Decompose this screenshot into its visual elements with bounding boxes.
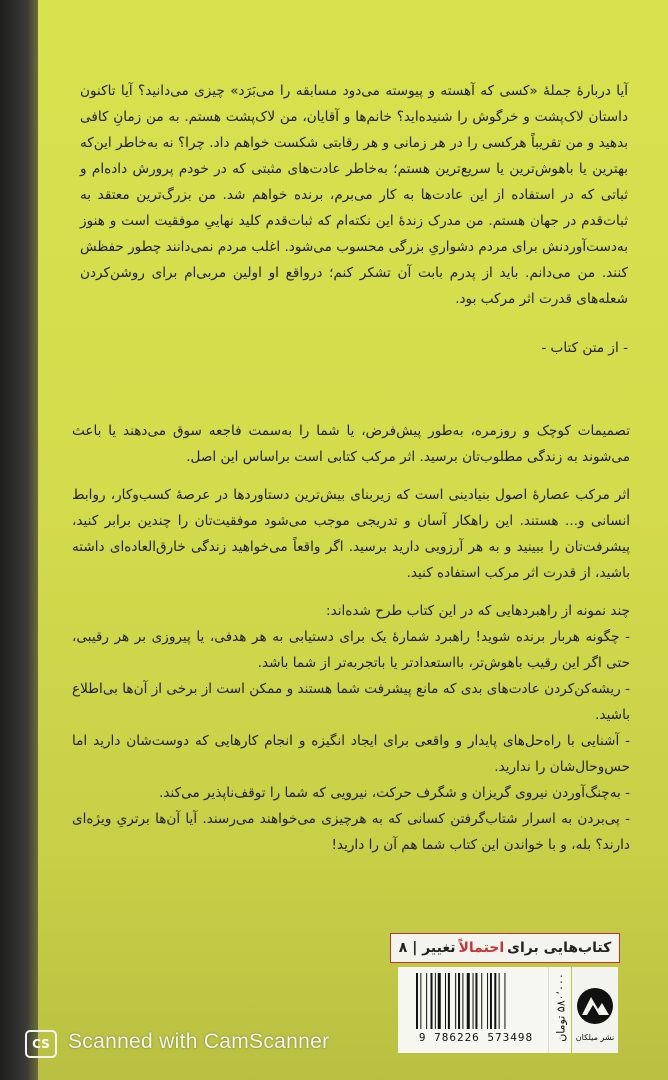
series-label-suffix: تغییر | ۸ xyxy=(398,940,456,956)
series-label-accent: احتمالاً xyxy=(458,940,505,956)
strategy-item: - پی‌بردن به اسرار شتاب‌گرفتن کسانی که به هرچیزی می‌خواهند می‌رسند. آیا آن‌ها برتریِ ویژه‌ای دارند؟ بله، و با خواندن این کتاب شما هم آن را دارید! xyxy=(72,811,630,853)
strategy-item: - به‌چنگ‌آوردن نیروی گریزان و شگرف حرکت، نیرویی که شما را توقف‌ناپذیر می‌کند. xyxy=(159,785,630,801)
publisher-name: نشر میلکان xyxy=(575,1033,615,1042)
strategies-intro: چند نمونه از راهبردهایی که در این کتاب طرح شده‌اند: xyxy=(325,603,630,619)
publisher-logo-box xyxy=(572,967,618,1053)
quote-source: - از متن کتاب - xyxy=(541,340,628,356)
scanner-watermark: Scanned with CamScanner xyxy=(68,1030,330,1053)
description-paragraph-2: اثر مرکب عصارهٔ اصول بنیادینی است که زیربنای بیش‌ترین دستاوردها در عرصهٔ کسب‌وکار، روابط انسانی و... هستند. این راهکار آسان و تدریجی موجب می‌شود موفقیت‌تان را چندین برابر کنید، پیشرفت‌تان را ببینید و به هر آرزویی دارید برسید. اگر واقعاً می‌خواهید زندگی خارق‌العاده‌ای داشته باشید، از قدرت اثر مرکب استفاده کنید. xyxy=(72,487,630,581)
camscanner-icon: CS xyxy=(25,1030,57,1058)
quote-paragraph: آیا دربارهٔ جملهٔ «کسی که آهسته و پیوسته می‌دود مسابقه را می‌بَرَد» چیزی می‌دانید؟ آیا تاکنون داستان لاک‌پشت و خرگوش را شنیده‌اید؟ خانم‌ها و آقایان، من لاک‌پشت هستم. به من زمانِ کافی بدهید و من تقریباً هرکسی را در هر زمانی و هر رقابتی شکست خواهم داد. چرا؟ نه به‌خاطر این‌که بهترین یا باهوش‌ترین یا سریع‌ترین هستم؛ به‌خاطر عادت‌های مثبتی که در خودم پرورش داده‌ام و ثباتی که در استفاده از این عادت‌ها به کار می‌برم، برنده خواهم شد. من بزرگ‌ترین معتقد به ثبات‌قدم در جهان هستم. من مدرک زندهٔ این نکته‌ام که ثبات‌قدم کلید نهاییِ موفقیت است و هنوز به‌دست‌آوردنش برای مردم دشواریِ بزرگی محسوب می‌شود. اغلب مردم نمی‌دانند چطور حفظش کنند. من می‌دانم. باید از پدرم بابت آن تشکر کنم؛ درواقع او اولین مربی‌ام برای روشن‌کردن شعله‌های قدرت اثر مرکب بود. xyxy=(80,83,628,307)
description-paragraph-1: تصمیمات کوچک و روزمره، به‌طور پیش‌فرض، یا شما را به‌سمت فاجعه سوق می‌دهند یا باعث می‌شوند به زندگی مطلوب‌تان برسید. اثر مرکب کتابی است براساس این اصل. xyxy=(72,423,630,465)
strategy-item: - ریشه‌کن‌کردن عادت‌های بدی که مانع پیشرفت شما هستند و ممکن است از برخی از آن‌ها بی‌اطلاع باشید. xyxy=(72,681,630,723)
series-label xyxy=(390,933,620,963)
description-block xyxy=(72,418,630,858)
quote-block xyxy=(80,78,628,312)
price-label: ۵۸۰٬۰۰۰ تومان xyxy=(554,973,568,1042)
barcode-sticker xyxy=(398,967,550,1053)
series-label-prefix: کتاب‌هایی برای xyxy=(507,940,612,956)
price-strip xyxy=(548,967,571,1053)
isbn-number: 9 786226 573498 xyxy=(418,1031,534,1044)
page-shadow-edge xyxy=(0,0,38,1080)
strategy-item: - چگونه هربار برنده شوید! راهبرد شمارهٔ یک برای دستیابی به هر هدفی، یا پیروزی بر هر رقیبی، حتی اگر این رقیب باهوش‌تر، بااستعدادتر یا باتجربه‌تر از شما باشد. xyxy=(72,629,630,671)
strategy-item: - آشنایی با راه‌حل‌های پایدار و واقعی برای ایجاد انگیزه و انجام کارهایی که دوست‌شان دارید اما حس‌وحال‌شان را ندارید. xyxy=(72,733,630,775)
mountains-logo-icon xyxy=(576,983,614,1029)
barcode-icon xyxy=(414,973,538,1029)
